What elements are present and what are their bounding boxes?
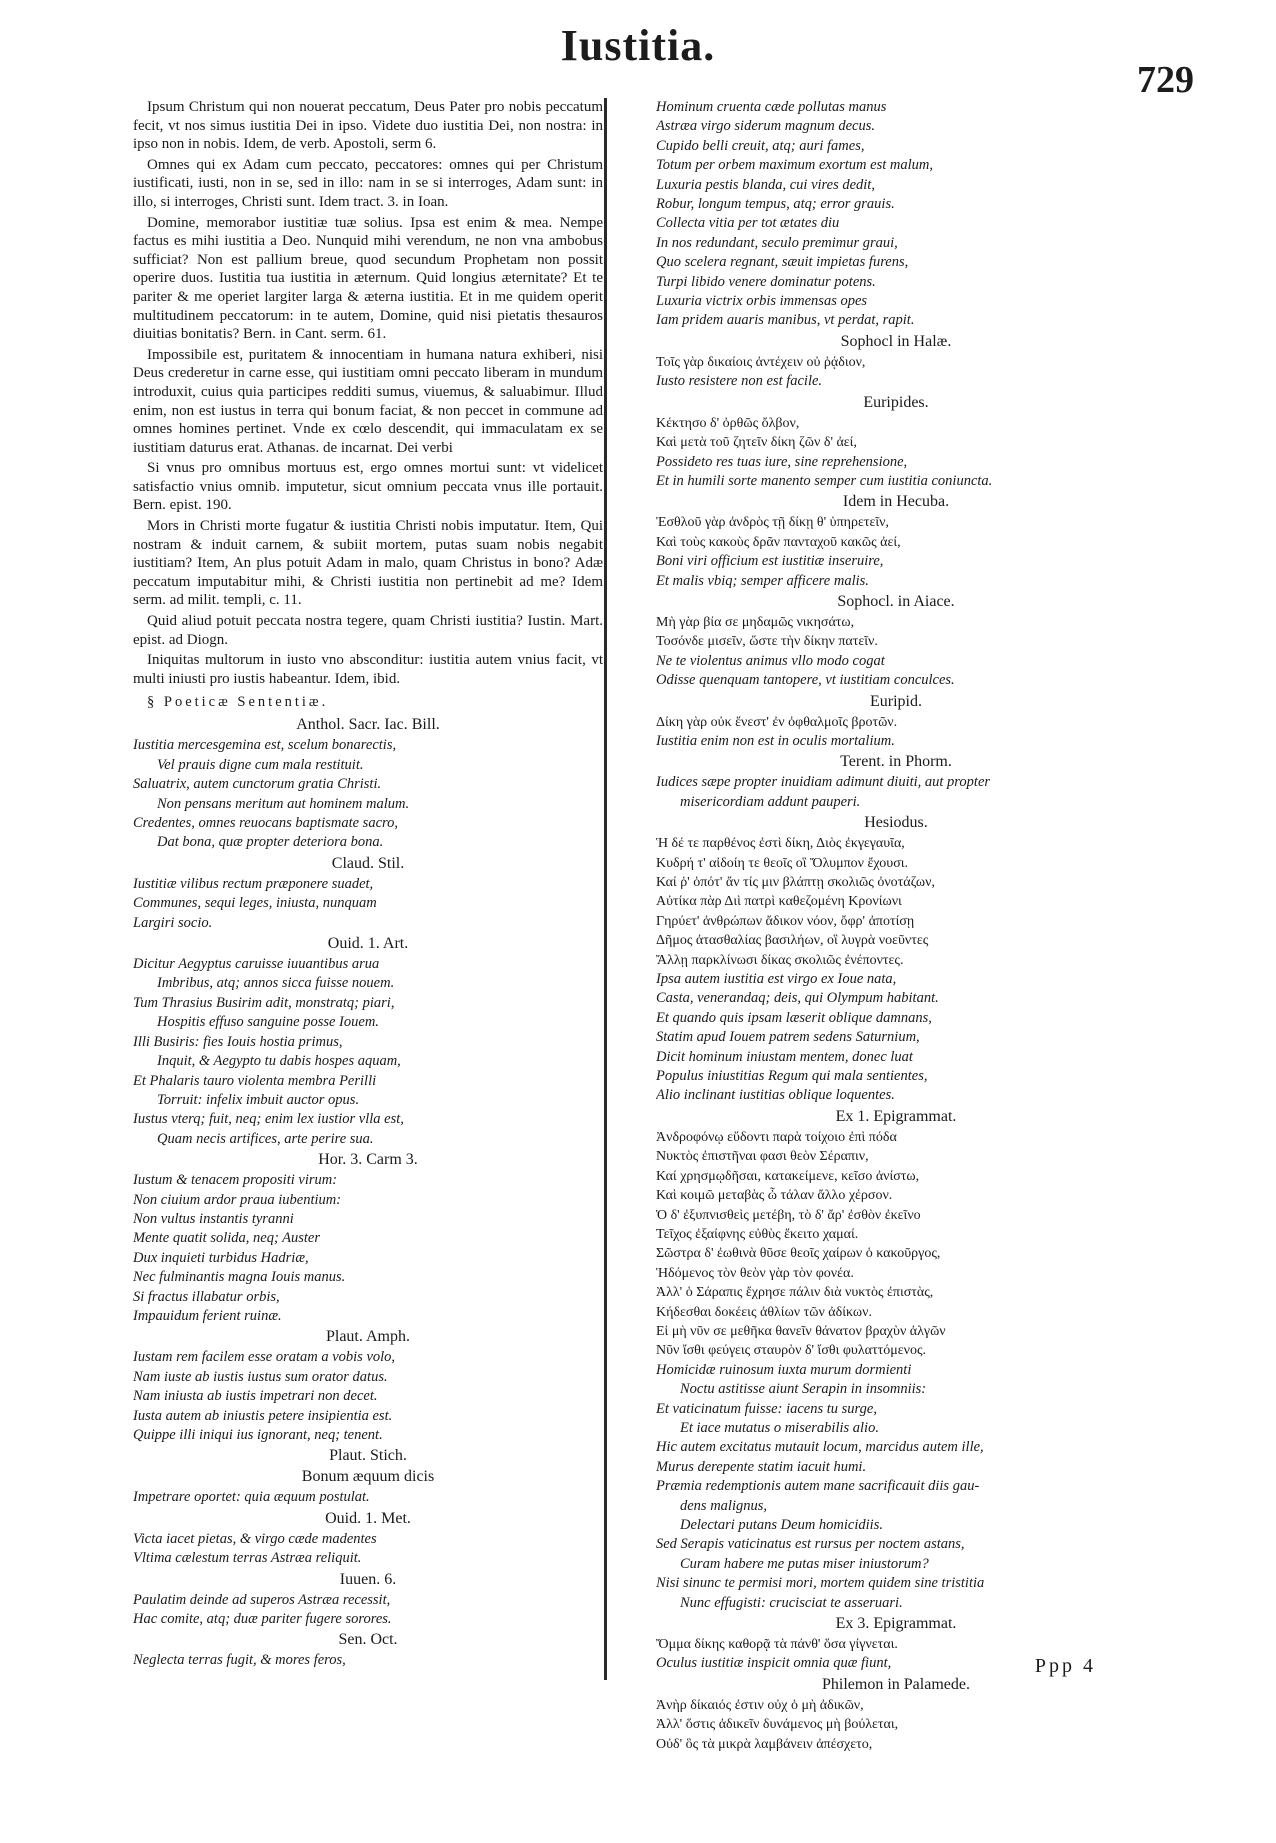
verse-line: Victa iacet pietas, & virgo cæde madentes <box>133 1530 377 1547</box>
verse-line: Iustus vterq; fuit, neq; enim lex iustior vlla est, <box>133 1111 404 1128</box>
verse-line: Inquit, & Aegypto tu dabis hospes aquam, <box>157 1053 401 1070</box>
verse-line: Neglecta terras fugit, & mores feros, <box>133 1652 346 1669</box>
verse-line: Ipsa autem iustitia est virgo ex Ioue nata, <box>656 971 897 988</box>
greek-verse-line: Σῶστρα δ' ἐωθινὰ θῦσε θεοῖς χαίρων ὁ κακοῦργος, <box>656 1246 941 1262</box>
signature-mark: Ppp 4 <box>1034 1655 1096 1677</box>
greek-verse-line: Οὐδ' ὃς τὰ μικρὰ λαμβάνειν ἀπέσχετο, <box>656 1736 873 1752</box>
verse-line: Oculus iustitiæ inspicit omnia quæ fiunt, <box>656 1655 892 1672</box>
greek-verse-line: Δίκη γὰρ οὐκ ἔνεστ' ἐν ὀφθαλμοῖς βροτῶν. <box>656 714 898 730</box>
left-column <box>133 98 603 1671</box>
source-attribution: Sophocl. in Aiace. <box>837 592 955 610</box>
source-attribution: Iuuen. 6. <box>339 1570 397 1588</box>
greek-verse-line: Ὄμμα δίκης καθορᾷ τὰ πάνθ' ὅσα γίγνεται. <box>656 1637 898 1653</box>
verse-line: Credentes, omnes reuocans baptismate sacro, <box>133 815 398 832</box>
greek-verse-line: Αὐτίκα πὰρ Διὶ πατρὶ καθεζομένη Κρονίωνι <box>656 894 902 910</box>
source-attribution: Sen. Oct. <box>338 1631 398 1649</box>
greek-verse-line: Τοσόνδε μισεῖν, ὥστε τὴν δίκην πατεῖν. <box>656 634 878 650</box>
column-divider <box>604 98 607 1680</box>
verse-line: Iustitiæ vilibus rectum præponere suadet, <box>133 875 374 892</box>
verse-line: Et Phalaris tauro violenta membra Perilli <box>133 1072 377 1089</box>
verse-line: Et vaticinatum fuisse: iacens tu surge, <box>656 1400 877 1417</box>
verse-line: Vltima cælestum terras Astræa reliquit. <box>133 1550 362 1567</box>
verse-line: Alio inclinant iustitias oblique loquentes. <box>656 1087 895 1104</box>
verse-line: Odisse quenquam tantopere, vt iustitiam conculces. <box>656 672 955 689</box>
verse-line: Non vultus instantis tyranni <box>133 1210 294 1227</box>
source-attribution: Euripid. <box>870 692 922 710</box>
verse-line: Iustitia mercesgemina est, scelum bonarectis, <box>133 737 397 754</box>
verse-line: Luxuria pestis blanda, cui vires dedit, <box>656 176 875 193</box>
prose-paragraph: Mors in Christi morte fugatur & iustitia Christi nobis imputatur. Item, Qui nostram & induit carnem, & subiit mortem, putas suam nobis negabit iustitiam? Item, An plus potuit Adam in malo, quam Christus in bono? Adæ peccatum imputabitur mihi, & Christi iustitia non pertinebit ad me? Idem serm. ad milit. templi, c. 11. <box>133 518 603 609</box>
greek-verse-line: Ἀλλ' ὁ Σάραπις ἔχρησε πάλιν διὰ νυκτὸς ἐπιστὰς, <box>656 1285 934 1301</box>
source-attribution: Hesiodus. <box>864 814 928 832</box>
verse-line: Mente quatit solida, neq; Auster <box>133 1230 320 1247</box>
greek-verse-line: Ἄλλῃ παρκλίνωσι δίκας σκολιῶς ἐνέποντες. <box>656 952 904 968</box>
verse-line: Et malis vbiq; semper afficere malis. <box>656 572 869 589</box>
verse-line: Tum Thrasius Busirim adit, monstratq; piari, <box>133 994 395 1011</box>
greek-verse-line: Καὶ κοιμῶ μεταβὰς ὦ τάλαν ἄλλο χέρσον. <box>656 1188 893 1204</box>
source-attribution: Ex 3. Epigrammat. <box>835 1615 957 1633</box>
verse-line: Iam pridem auaris manibus, vt perdat, rapit. <box>656 312 915 329</box>
greek-verse-line: Κήδεσθαι δοκέεις ἀθλίων τῶν ἀδίκων. <box>656 1304 872 1320</box>
verse-line: Homicidæ ruinosum iuxta murum dormienti <box>656 1361 912 1378</box>
prose-paragraph: Quid aliud potuit peccata nostra tegere, quam Christi iustitia? Iustin. Mart. epist. ad Diogn. <box>133 613 603 648</box>
source-attribution: Idem in Hecuba. <box>842 493 950 511</box>
verse-line: Possideto res tuas iure, sine reprehensione, <box>656 453 908 470</box>
verse-line: dens malignus, <box>680 1497 767 1514</box>
greek-verse-line: Κέκτησο δ' ὀρθῶς ὄλβον, <box>656 415 800 431</box>
greek-verse-line: Νυκτὸς ἐπιστῆναι φασι θεὸν Σέραπιν, <box>656 1149 869 1165</box>
verse-line: Torruit: infelix imbuit auctor opus. <box>157 1091 360 1108</box>
verse-line: Non ciuium ardor praua iubentium: <box>133 1191 342 1208</box>
source-attribution: Plaut. Stich. <box>329 1447 407 1465</box>
greek-verse-line: Κυδρή τ' αἰδοίη τε θεοῖς οἳ Ὄλυμπον ἔχουσι. <box>656 855 909 871</box>
verse-line: Murus derepente statim iacuit humi. <box>656 1458 867 1475</box>
verse-line: Dicit hominum iniustam mentem, donec luat <box>656 1048 913 1065</box>
verse-line: Dicitur Aegyptus caruisse iuuantibus arua <box>133 956 380 973</box>
section-heading: § Poeticæ Sententiæ. <box>147 694 329 711</box>
greek-verse-line: Τοῖς γὰρ δικαίοις ἀντέχειν οὐ ῥᾴδιον, <box>656 354 866 370</box>
verse-line: Nunc effugisti: crucisciat te asseruari. <box>680 1594 903 1611</box>
prose-paragraph: Impossibile est, puritatem & innocentiam in humana natura exhiberi, nisi Deus crederetur in carne esse, qui iustitiam omni peccato liberam in mundum introduxit, cuius quia participes redditi sumus, viuemus, & saluabimur. Illud enim, non est iustus in terra qui bonum faciat, & non peccet in commune ad omnes homines pertinet. Vnde ex cœlo descendit, qui immaculatam ex se iustitiam daturus erat. Athanas. de incarnat. Dei verbi <box>133 346 603 456</box>
greek-verse-line: Καὶ τοὺς κακοὺς δρᾶν πανταχοῦ κακῶς ἀεί, <box>656 534 901 550</box>
verse-line: Paulatim deinde ad superos Astræa recessit, <box>133 1591 391 1608</box>
verse-line: Nec fulminantis magna Iouis manus. <box>133 1269 346 1286</box>
verse-line: Largiri socio. <box>133 914 213 931</box>
source-attribution: Sophocl in Halæ. <box>840 332 952 350</box>
verse-line: Quam necis artifices, arte perire sua. <box>157 1130 374 1147</box>
verse-line: Curam habere me putas miser iniustorum? <box>680 1555 929 1572</box>
source-attribution: Ouid. 1. Met. <box>325 1509 411 1527</box>
verse-line: Hominum cruenta cæde pollutas manus <box>656 99 887 115</box>
verse-line: Luxuria victrix orbis immensas opes <box>656 293 868 310</box>
greek-verse-line: Νῦν ἴσθι φεύγεις σταυρὸν δ' ἴσθι φυλαττόμενος. <box>656 1343 926 1359</box>
prose-paragraph: Si vnus pro omnibus mortuus est, ergo omnes mortui sunt: vt videlicet satisfactio vnius omnib. imputetur, sicut omnium peccata vnus ille portauit. Bern. epist. 190. <box>133 460 603 514</box>
verse-line: Cupido belli creuit, atq; auri fames, <box>656 137 865 154</box>
right-column <box>656 98 1136 1754</box>
source-attribution: Euripides. <box>863 393 929 411</box>
verse-line: Statim apud Iouem patrem sedens Saturnium, <box>656 1029 920 1046</box>
greek-verse-line: Ἐσθλοῦ γὰρ ἀνδρὸς τῇ δίκῃ θ' ὑπηρετεῖν, <box>656 515 889 531</box>
verse-line: Et in humili sorte manento semper cum iustitia coniuncta. <box>656 472 993 489</box>
prose-paragraph: Domine, memorabor iustitiæ tuæ solius. Ipsa est enim & mea. Nempe factus es mihi iustitia a Deo. Nunquid mihi verendum, ne non vna ambobus sufficiat? Non est pallium breue, quod secundum Prophetam non possit operire duos. Iustitia tua iustitia in æternum. Quid longius æternitate? Et te pariter & me operiet largiter larga & æterna iustitia. Et in me quidem operit multitudinem peccatorum: in te autem, Domine, quid nisi pietatis thesauros diuitias bonitatis? Bern. in Cant. serm. 61. <box>133 214 603 343</box>
verse-line: Collecta vitia per tot ætates diu <box>656 215 840 232</box>
verse-line: Nam iuste ab iustis iustus sum orator datus. <box>133 1368 388 1385</box>
greek-verse-line: Ὁ δ' ἐξυπνισθεὶς μετέβη, τὸ δ' ἄρ' ἐσθὸν ἐκεῖνο <box>656 1207 921 1223</box>
verse-line: Impauidum ferient ruinæ. <box>133 1307 282 1324</box>
prose-paragraph: Omnes qui ex Adam cum peccato, peccatores: omnes qui per Christum iustificati, iusti, non in se, sed in illo: nam in se si interroges, Adam sunt: in illo, si interroges, Christi sunt. Idem tract. 3. in Ioan. <box>133 156 603 210</box>
source-attribution: Ex 1. Epigrammat. <box>835 1107 957 1125</box>
verse-line: Populus iniustitias Regum qui mala sentientes, <box>656 1068 928 1085</box>
verse-line: Dat bona, quæ propter deteriora bona. <box>157 834 384 851</box>
greek-verse-line: Ἡ δέ τε παρθένος ἐστὶ δίκη, Διὸς ἐκγεγαυῖα, <box>656 836 905 852</box>
verse-line: Iusto resistere non est facile. <box>656 373 823 390</box>
page-running-title: Iustitia. <box>560 21 716 70</box>
verse-line: Astræa virgo siderum magnum decus. <box>656 118 875 135</box>
verse-line: Delectari putans Deum homicidiis. <box>680 1517 883 1533</box>
verse-line: Saluatrix, autem cunctorum gratia Christi. <box>133 776 382 793</box>
verse-line: Sed Serapis vaticinatus est rursus per noctem astans, <box>656 1536 965 1553</box>
verse-line: Iustitia enim non est in oculis mortalium. <box>656 732 895 749</box>
verse-line: Hospitis effuso sanguine posse Iouem. <box>157 1014 379 1031</box>
source-attribution: Anthol. Sacr. Iac. Bill. <box>296 716 440 734</box>
verse-line: Communes, sequi leges, iniusta, nunquam <box>133 895 377 912</box>
source-attribution: Ouid. 1. Art. <box>327 935 409 953</box>
verse-line: Et iace mutatus o miserabilis alio. <box>680 1419 879 1436</box>
verse-line: Quippe illi iniqui ius ignorant, neq; tenent. <box>133 1427 383 1443</box>
greek-verse-line: Καὶ μετὰ τοῦ ζητεῖν δίκη ζῶν δ' ἀεί, <box>656 435 857 451</box>
verse-line: Si fractus illabatur orbis, <box>133 1288 280 1305</box>
greek-verse-line: Ἀλλ' ὅστις ἀδικεῖν δυνάμενος μὴ βούλεται, <box>656 1717 899 1733</box>
greek-verse-line: Εἰ μὴ νῦν σε μεθῆκα θανεῖν θάνατον βραχὺν ἀλγῶν <box>656 1323 946 1339</box>
verse-line: Iustum & tenacem propositi virum: <box>133 1172 338 1189</box>
verse-line: Noctu astitisse aiunt Serapin in insomniis: <box>680 1381 927 1398</box>
verse-line: Ne te violentus animus vllo modo cogat <box>656 652 885 669</box>
verse-line: Robur, longum tempus, atq; error grauis. <box>656 196 895 213</box>
verse-line: In nos redundant, seculo premimur graui, <box>656 234 898 251</box>
greek-verse-line: Μὴ γὰρ βία σε μηδαμῶς νικησάτω, <box>656 614 855 630</box>
verse-line: Quo scelera regnant, sæuit impietas furens, <box>656 254 909 271</box>
source-attribution: Philemon in Palamede. <box>822 1675 970 1693</box>
source-attribution: Hor. 3. Carm 3. <box>318 1151 418 1169</box>
verse-line: Et quando quis ipsam læserit oblique damnans, <box>656 1009 932 1026</box>
verse-line: Totum per orbem maximum exortum est malum, <box>656 157 933 174</box>
verse-line: Casta, venerandaq; deis, qui Olympum habitant. <box>656 990 939 1007</box>
greek-verse-line: Δῆμος ἀτασθαλίας βασιλήων, οἳ λυγρὰ νοεῦντες <box>656 933 929 949</box>
verse-line: Iusta autem ab iniustis petere insipientia est. <box>133 1407 393 1424</box>
verse-line: Iustam rem facilem esse oratam a vobis volo, <box>133 1349 396 1366</box>
source-attribution: Claud. Stil. <box>331 854 405 872</box>
verse-line: Boni viri officium est iustitiæ inseruire, <box>656 553 884 570</box>
verse-line: Vel prauis digne cum mala restituit. <box>157 756 364 773</box>
verse-line: Hic autem excitatus mutauit locum, marcidus autem ille, <box>656 1439 984 1456</box>
prose-paragraph: Iniquitas multorum in iusto vno absconditur: iustitia autem vnius facit, vt multi iniusti pro iustis habeantur. Idem, ibid. <box>133 652 603 687</box>
verse-line: Non pensans meritum aut hominem malum. <box>157 795 410 812</box>
verse-line: Illi Busiris: fies Iouis hostia primus, <box>133 1033 343 1050</box>
source-attribution: Terent. in Phorm. <box>840 753 952 771</box>
greek-verse-line: Καί χρησμῳδῆσαι, κατακείμενε, κεῖσο ἀνίστω, <box>656 1168 920 1184</box>
greek-verse-line: Ἀνὴρ δίκαιός ἐστιν οὐχ ὁ μὴ ἀδικῶν, <box>656 1697 864 1713</box>
verse-line: Turpi libido venere dominatur potens. <box>656 273 876 290</box>
greek-verse-line: Ἡδόμενος τὸν θεὸν γὰρ τὸν φονέα. <box>656 1265 854 1281</box>
verse-line: Iudices sæpe propter inuidiam adimunt diuiti, aut propter <box>656 774 991 791</box>
verse-block-left <box>133 715 603 1670</box>
verse-block-right <box>656 98 1136 1754</box>
verse-line: Præmia redemptionis autem mane sacrificauit diis gau- <box>656 1478 980 1495</box>
greek-verse-line: Γηρύετ' ἀνθρώπων ἄδικον νόον, ὄφρ' ἀποτίσῃ <box>656 913 915 929</box>
verse-line: misericordiam addunt pauperi. <box>680 793 861 810</box>
source-attribution: Bonum æquum dicis <box>301 1468 435 1486</box>
verse-line: Impetrare oportet: quia æquum postulat. <box>133 1489 370 1506</box>
verse-line: Nam iniusta ab iustis impetrari non decet. <box>133 1388 378 1405</box>
greek-verse-line: Ἀνδροφόνῳ εὕδοντι παρὰ τοίχοιο ἐπὶ πόδα <box>656 1129 897 1145</box>
greek-verse-line: Καί ῥ' ὁπότ' ἄν τίς μιν βλάπτῃ σκολιῶς ὀνοτάζων, <box>656 875 935 890</box>
source-attribution: Plaut. Amph. <box>325 1328 410 1346</box>
verse-line: Imbribus, atq; annos sicca fuisse nouem. <box>157 975 395 992</box>
verse-line: Nisi sinunc te permisi mori, mortem quidem sine tristitia <box>656 1575 985 1592</box>
verse-line: Dux inquieti turbidus Hadriæ, <box>133 1249 309 1266</box>
greek-verse-line: Τεῖχος ἐξαίφνης εὐθὺς ἔκειτο χαμαί. <box>656 1226 859 1242</box>
prose-block <box>133 98 603 688</box>
prose-paragraph: Ipsum Christum qui non nouerat peccatum, Deus Pater pro nobis peccatum fecit, vt nos simus iustitia Dei in ipso. Videte duo iustitia Dei, non nostra: in ipso non in nobis. Idem, de verb. Apostoli, serm 6. <box>133 99 603 153</box>
page-number: 729 <box>1137 59 1194 101</box>
verse-line: Hac comite, atq; duæ pariter fugere sorores. <box>133 1611 392 1628</box>
